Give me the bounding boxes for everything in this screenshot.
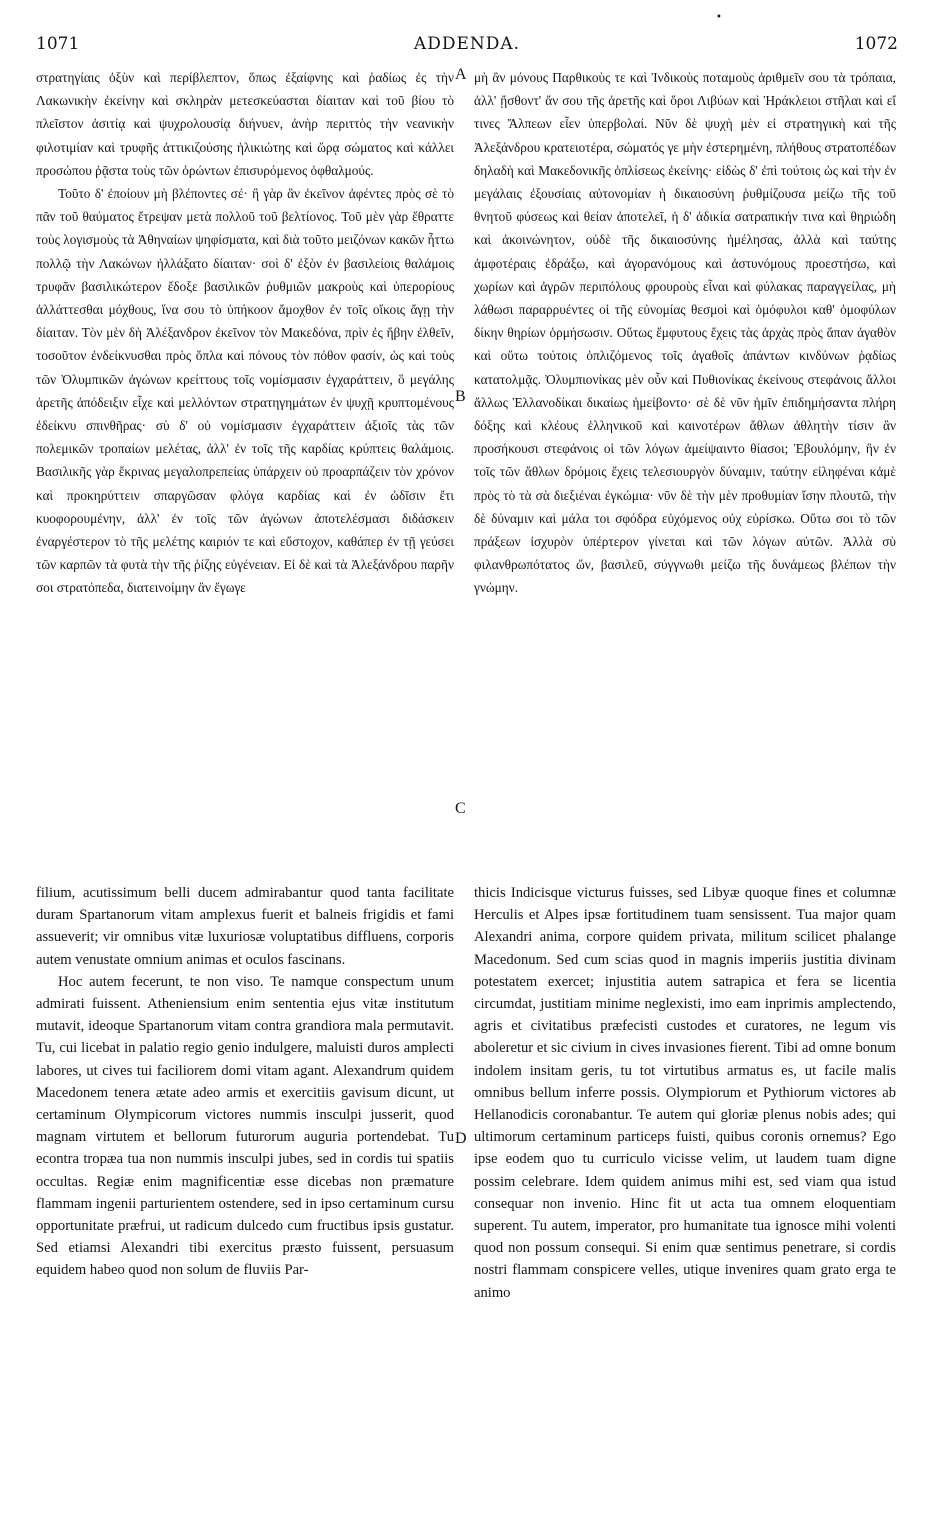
page-number-left: 1071	[36, 34, 80, 54]
latin-right-paragraph-1: thicis Indicisque victurus fuisses, sed Libyæ quoque fines et columnæ Herculis et Alpes ipsæ fortitudinem tuam sensissent. Tua major quam Alexandri anima, corpore quidem privata, militum scilicet phalange Macedonum. Sed cum scias quod in magnis imperiis justitia divinam potestatem exercet; injustitia autem satrapica et fera se licentia circumdat, justitiam minime neglexisti, imo eam inprimis amplectendo, agris et civitatibus præfecisti custodes et curatores, ne legum vis aboleretur et sic civium in cives invasiones fierent. Tibi ad omne bonum indolem insitam geris, tu tot virtutibus armatus es, ut facile malis omnibus bellum inferre possis. Olympiorum et Pythiorum victores ab Hellanodicis coronabantur. Te autem qui gloriæ plenus nobis ades; qui ultimorum certaminum particeps fuisti, quibus coronis ornemus? Ego ipse eodem quo tu curriculo vicisse velim, ut laudem tuam digne possim celebrare. Idem quidem animus mihi est, sed viam qua istud consequar non invenio. Hinc fit ut acta tua omnem eloquentiam superent. Tu autem, imperator, pro humanitate tua ignosce mihi volenti quod non possum consequi. Si enim quæ sentimus penetrare, si cordis nostri flammam conspicere velles, utique invenires quam grato erga te animo	[474, 885, 896, 1301]
margin-mark-b: B	[455, 388, 466, 405]
greek-left-paragraph-2: Τοῦτο δ' ἐποίουν μὴ βλέποντες σέ· ἢ γὰρ ἂν ἐκεῖνον ἀφέντες πρὸς σὲ τὸ πᾶν τοῦ θαύματος ἔτρεψαν μετὰ πολλοῦ τοῦ βελτίονος. Τοῦ μὲν γὰρ ἔθραττε τοὺς λογισμοὺς τὰ Ἀθηναίων ψηφίσματα, καὶ διὰ τοῦτο μειζόνων κακῶν ἧττω πολλῷ τὴν Λακώνων ἠλλάξατο δίαιταν· σοὶ δ' ἐξὸν ἐν βασιλείοις θαλάμοις τρυφᾶν βασιλικώτερον ἔδοξε βασιλικῶν ῥυθμιῶν μακροὺς καὶ ὑπερορίους ἀλλάττεσθαι μόχθους, ἵνα σου τὸ ὑπήκοον ἄμοχθον ἐν τοῖς οἴκοις ἄγῃ τὴν δίαιταν. Τὸν μὲν δὴ Ἀλέξανδρον ἐκεῖνον τὸν Μακεδόνα, πρὶν ἐς ἥβην ἐλθεῖν, τοσοῦτον ἐνδείκνυσθαι πρὸς ὅπλα καὶ πόνους τὸν πόθον φασίν, ὡς καὶ τοὺς τῶν Ὀλυμπικῶν ἀγώνων κρείττους τοῖς νομίσμασιν ἐγχαράττειν, ὃ μεγάλης ἀρετῆς ἀπόδειξιν εἶχε καὶ μελλόντων στρατηγημάτων ἐν ψυχῇ κρυπτομένους ἐδείκνυ σπινθῆρας· σὺ δ' οὐ νομίσμασιν ἐγχαράττειν ἀξιοῖς τὰς τῶν πολεμικῶν τροπαίων μελέτας, ἀλλ' ἐν τοῖς τῆς καρδίας κρύπτεις θαλάμοις. Βασιλικῆς γὰρ ἔκρινας μεγαλοπρεπείας ὑπάρχειν οὐ προαρπάζειν τὸν χρόνον καὶ προκηρύττειν σπαργῶσαν φλόγα καρδίας καὶ ἐν ὠδῖσιν ἔτι κυοφορουμένην, ἀλλ' ἐν τοῖς τῶν ἀγώνων ἀποτελέσμασι διδάσκειν ἐναργέστερον τὸ τῆς μελέτης καιριόν τε καὶ εὔστοχον, καθάπερ ἐν τῇ γεύσει τῶν καρπῶν τὰ φυτὰ τὴν τῆς ῥίζης εὐγένειαν. Εἰ δὲ καὶ τὰ Ἀλεξάνδρου παρῆν σοι στρατόπεδα, διατεινοίμην ἂν ἔγωγε	[36, 186, 454, 596]
running-title: ADDENDA.	[413, 34, 521, 54]
page-header	[36, 34, 898, 60]
latin-column-right	[474, 882, 896, 1304]
greek-left-paragraph-1: στρατηγίαις ὀξὺν καὶ περίβλεπτον, ὅπως ἐξαίφνης καὶ ῥαδίως ἐς τὴν Λακωνικὴν ἐκείνην καὶ σκληρὰν μετεσκεύασται δίαιταν καὶ τοῦ βίου τὸ πλεῖστον ἀσιτίᾳ καὶ ψυχρολουσίᾳ διήνυεν, ἀνὴρ περιττὸς τὴν νεανικὴν φιλοτιμίαν καὶ τρυφῆς ἀττικιζούσης ἡλικιώτης καὶ ὥρᾳ σώματος καὶ κάλλει προσώπου ῥᾷστα τοὺς τῶν ὁρώντων ἐπισυρόμενος ὀφθαλμούς.	[36, 70, 454, 178]
latin-column-left	[36, 882, 454, 1282]
page-number-right: 1072	[854, 34, 898, 54]
margin-mark-c: C	[455, 800, 466, 817]
latin-left-paragraph-2: Hoc autem fecerunt, te non viso. Te namque conspectum unum admirati fuissent. Atheniensium enim sententia ejus vitæ institutum mutavit, ideoque Spartanorum vitam contra grandiora mala permutavit. Tu, cui licebat in palatio regio genio indulgere, maluisti duros amplecti labores, ut cives tui faciliorem domi vitam agant. Alexandrum quidem Macedonem tenera ætate adeo armis et exercitiis gavisum dicunt, ut certaminum Olympicorum victores nummis insculpi jusserit, quod magnam virtutem et bellorum futurorum auguria portendebat. Tu econtra tropæa tua non nummis insculpi jubes, sed in cordis tui spatiis occultas. Regiæ enim magnificentiæ esse dicebas non præmature flammam ingenii parturientem ostendere, sed in ipso certaminum cursu opportunitate præfrui, ut radicum dulcedo cum fructibus ipsis gustatur. Sed etiamsi Alexandri tibi exercitus præsto fuissent, persuasum equidem habeo quod non solum de fluviis Par-	[36, 973, 454, 1279]
greek-column-left	[36, 66, 454, 600]
greek-right-paragraph-1: μὴ ἂν μόνους Παρθικοὺς τε καὶ Ἰνδικοὺς ποταμοὺς ἀριθμεῖν σου τὰ τρόπαια, ἀλλ' ᾔσθοντ' ἄν σου τῆς ἀρετῆς καὶ ὅροι Λιβύων καὶ Ἡράκλειοι στῆλαι καὶ εἴ τινες Ἄλπεων εἶεν ὑπερβολαί. Νῦν δὲ ψυχὴ μὲν εἰ στρατηγικὴ καὶ τῆς Ἀλεξάνδρου κρατειοτέρα, σώματός γε μὴν ἐστερημένη, πλήθους στρατοπέδων δηλαδὴ καὶ Μακεδονικῆς ὁπλίσεως ἐκείνης· εἰδὼς δ' ἐπὶ τούτοις ὡς καὶ τὴν ἐν μεγάλαις ἐξουσίαις αὐτονομίαν ἡ δικαιοσύνη ῥυθμίζουσα μείζω τῆς τοῦ θνητοῦ φύσεως καὶ θείαν ἀποτελεῖ, ἡ δ' ἀδικία σατραπικήν τινα καὶ θηριώδη καὶ ἀκοινώνητον, οὐδὲ τῆς δικαιοσύνης ἠμέλησας, ἀλλὰ καὶ ταύτης ἀμφοτέραις ἐδράξω, καὶ ἀγορανόμους καὶ ἀστυνόμους προεστήσω, καὶ χωρίων καὶ ἀγρῶν περιπόλους φρουροὺς εἶναι καὶ φύλακας παραγγείλας, μὴ λάθωσι παραρρυέντες οἱ τῆς εὐνομίας θεσμοὶ καὶ ὁμόφυλοι καθ' ὁμοφύλων δίκην θηρίων ὁρμήσωσιν. Οὕτως ἔμφυτους ἔχεις τὰς ἀρχὰς πρὸς ἅπαν ἀγαθὸν καὶ οὕτω τούτοις ὁπλιζόμενος τοῖς ἀγαθοῖς ἁπάντων κινδύνων ῥᾳδίως κατατολμᾷς. Ὀλυμπιονίκας μὲν οὖν καὶ Πυθιονίκας ἐκείνους στεφάνοις ἄλλοι ἄλλως Ἑλλανοδίκαι δικαίως ἠμείβοντο· σὲ δὲ νῦν ἡμῖν ἐπιδημήσαντα πλήρη δόξης καὶ κλέους ἑλληνικοῦ καὶ καινοτέρων ἄθλων ἀθλητὴν τίσιν ἂν προσήκουσι στεφάνοις οἱ τῶν λόγων ἀμείψαιντο θίασοι; Ἐβουλόμην, ἣν ἐν τοῖς τῶν ἄθλων δρόμοις ἔχεις τελεσιουργὸν δύναμιν, ταύτην εἰληφέναι κἀμὲ πρὸς τὸ τὰ σὰ διεξιέναι ἐγκώμια· νῦν δὲ τὴν μὲν προθυμίαν ἴσην πλουτῶ, τὴν δὲ δύναμιν καὶ μάλα τοι σφόδρα εὐχόμενος οὐχ εὑρίσκω. Οὕτω σοι τὸ τῶν πράξεων ἰσχυρὸν ὑπέρτερον γίνεται καὶ τῶν λόγων αὐτῶν. Ἀλλὰ σὺ φιλανθρωπότατος ὤν, βασιλεῦ, σύγγνωθι μείζω τῆς δυνάμεως βλέπων τὴν γνώμην.	[474, 70, 896, 596]
latin-left-paragraph-1: filium, acutissimum belli ducem admirabantur quod tanta facilitate duram Spartanorum vitam amplexus fuerit et balneis frigidis et fami assueverit; vir omnibus vitæ luxuriosæ voluptatibus diffluens, corporis autem venustate omnium animas et oculos fascinans.	[36, 885, 454, 968]
margin-mark-a: A	[455, 66, 467, 83]
margin-mark-d: D	[455, 1130, 467, 1147]
print-speck: •	[716, 12, 722, 23]
greek-column-right	[474, 66, 896, 600]
